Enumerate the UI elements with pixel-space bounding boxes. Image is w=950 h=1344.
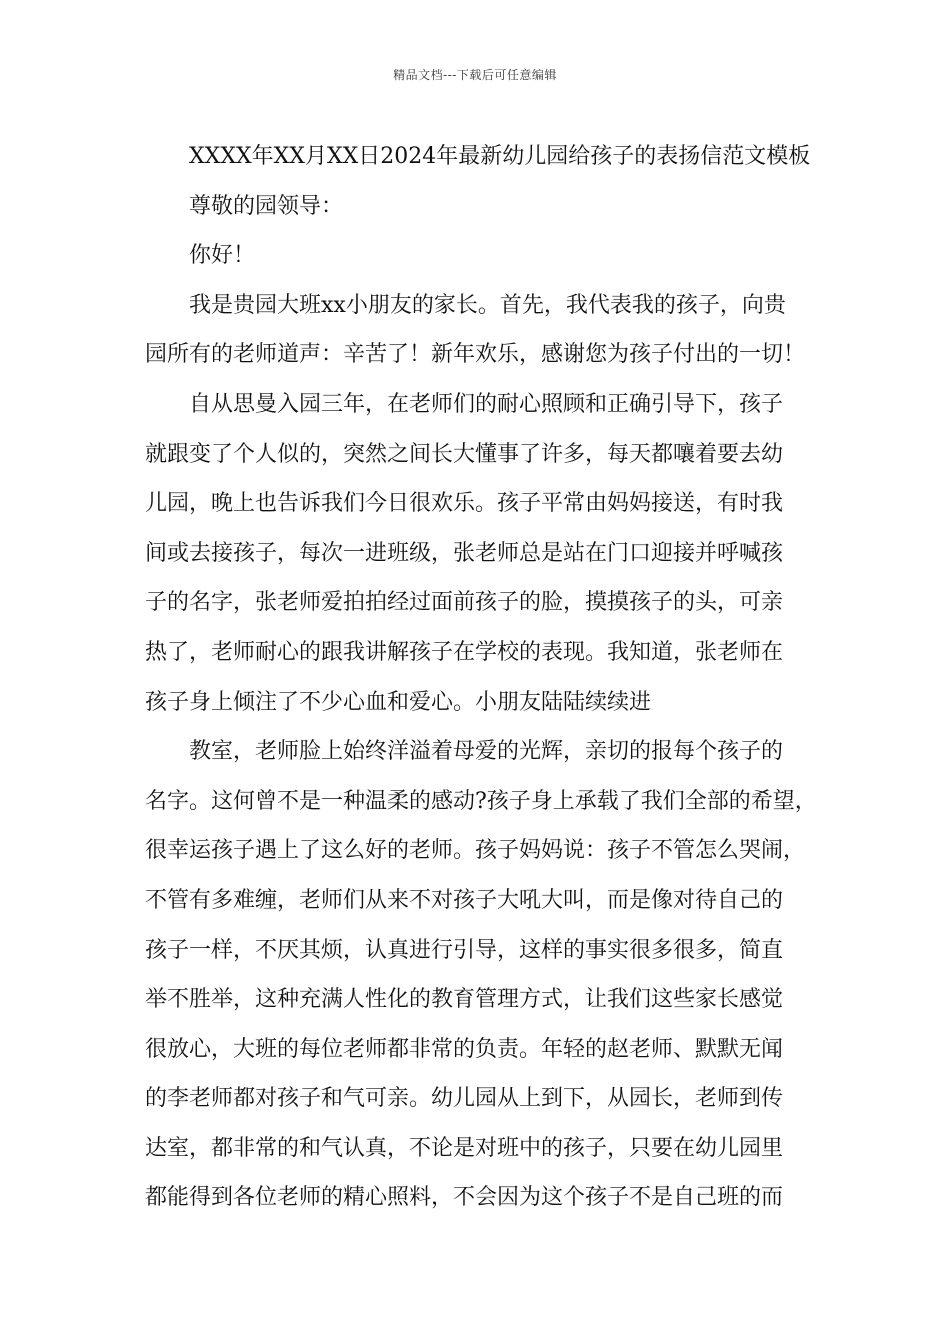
paragraph-line: 就跟变了个人似的，突然之间长大懂事了许多，每天都嚷着要去幼 <box>145 441 784 467</box>
salutation <box>145 182 810 232</box>
greeting <box>145 231 810 281</box>
paragraph-line: 都能得到各位老师的精心照料，不会因为这个孩子不是自己班的而 <box>145 1185 784 1211</box>
paragraph-1 <box>145 281 810 380</box>
paragraph-line: 很放心，大班的每位老师都非常的负责。年轻的赵老师、默默无闻 <box>145 1036 784 1062</box>
letter-title <box>145 132 810 182</box>
paragraph-line: 名字。这何曾不是一种温柔的感动?孩子身上承载了我们全部的希望， <box>145 788 817 814</box>
greeting-line: 你好！ <box>189 243 256 269</box>
paragraph-2 <box>145 380 810 727</box>
paragraph-line: 我是贵园大班xx小朋友的家长。首先，我代表我的孩子，向贵 <box>189 292 786 318</box>
paragraph-3 <box>145 727 817 1223</box>
paragraph-line: 很幸运孩子遇上了这么好的老师。孩子妈妈说：孩子不管怎么哭闹， <box>145 838 806 864</box>
paragraph-line: 热了，老师耐心的跟我讲解孩子在学校的表现。我知道，张老师在 <box>145 639 784 665</box>
title-line: XXXX年XX月XX日2024年最新幼儿园给孩子的表扬信范文模板 <box>189 144 811 169</box>
paragraph-line: 教室，老师脸上始终洋溢着母爱的光辉，亲切的报每个孩子的 <box>189 739 784 765</box>
paragraph-line: 间或去接孩子，每次一进班级，张老师总是站在门口迎接并呼喊孩 <box>145 540 784 566</box>
paragraph-line: 达室，都非常的和气认真，不论是对班中的孩子，只要在幼儿园里 <box>145 1135 784 1161</box>
paragraph-line: 的李老师都对孩子和气可亲。幼儿园从上到下，从园长，老师到传 <box>145 1086 784 1112</box>
paragraph-line: 园所有的老师道声：辛苦了！新年欢乐，感谢您为孩子付出的一切！ <box>145 342 806 368</box>
letter-body <box>145 132 817 1223</box>
page-header: 精品文档---下载后可任意编辑 <box>393 68 557 82</box>
paragraph-line: 不管有多难缠，老师们从来不对孩子大吼大叫，而是像对待自己的 <box>145 887 784 913</box>
paragraph-line: 孩子一样，不厌其烦，认真进行引导，这样的事实很多很多，简直 <box>145 937 784 963</box>
salutation-line: 尊敬的园领导： <box>189 193 344 219</box>
paragraph-line: 自从思曼入园三年，在老师们的耐心照顾和正确引导下，孩子 <box>189 391 784 417</box>
paragraph-line: 儿园，晚上也告诉我们今日很欢乐。孩子平常由妈妈接送，有时我 <box>145 491 784 517</box>
paragraph-line: 举不胜举，这种充满人性化的教育管理方式，让我们这些家长感觉 <box>145 987 784 1013</box>
paragraph-line: 子的名字，张老师爱拍拍经过面前孩子的脸，摸摸孩子的头，可亲 <box>145 590 784 616</box>
paragraph-line: 孩子身上倾注了不少心血和爱心。小朋友陆陆续续进 <box>145 689 652 715</box>
